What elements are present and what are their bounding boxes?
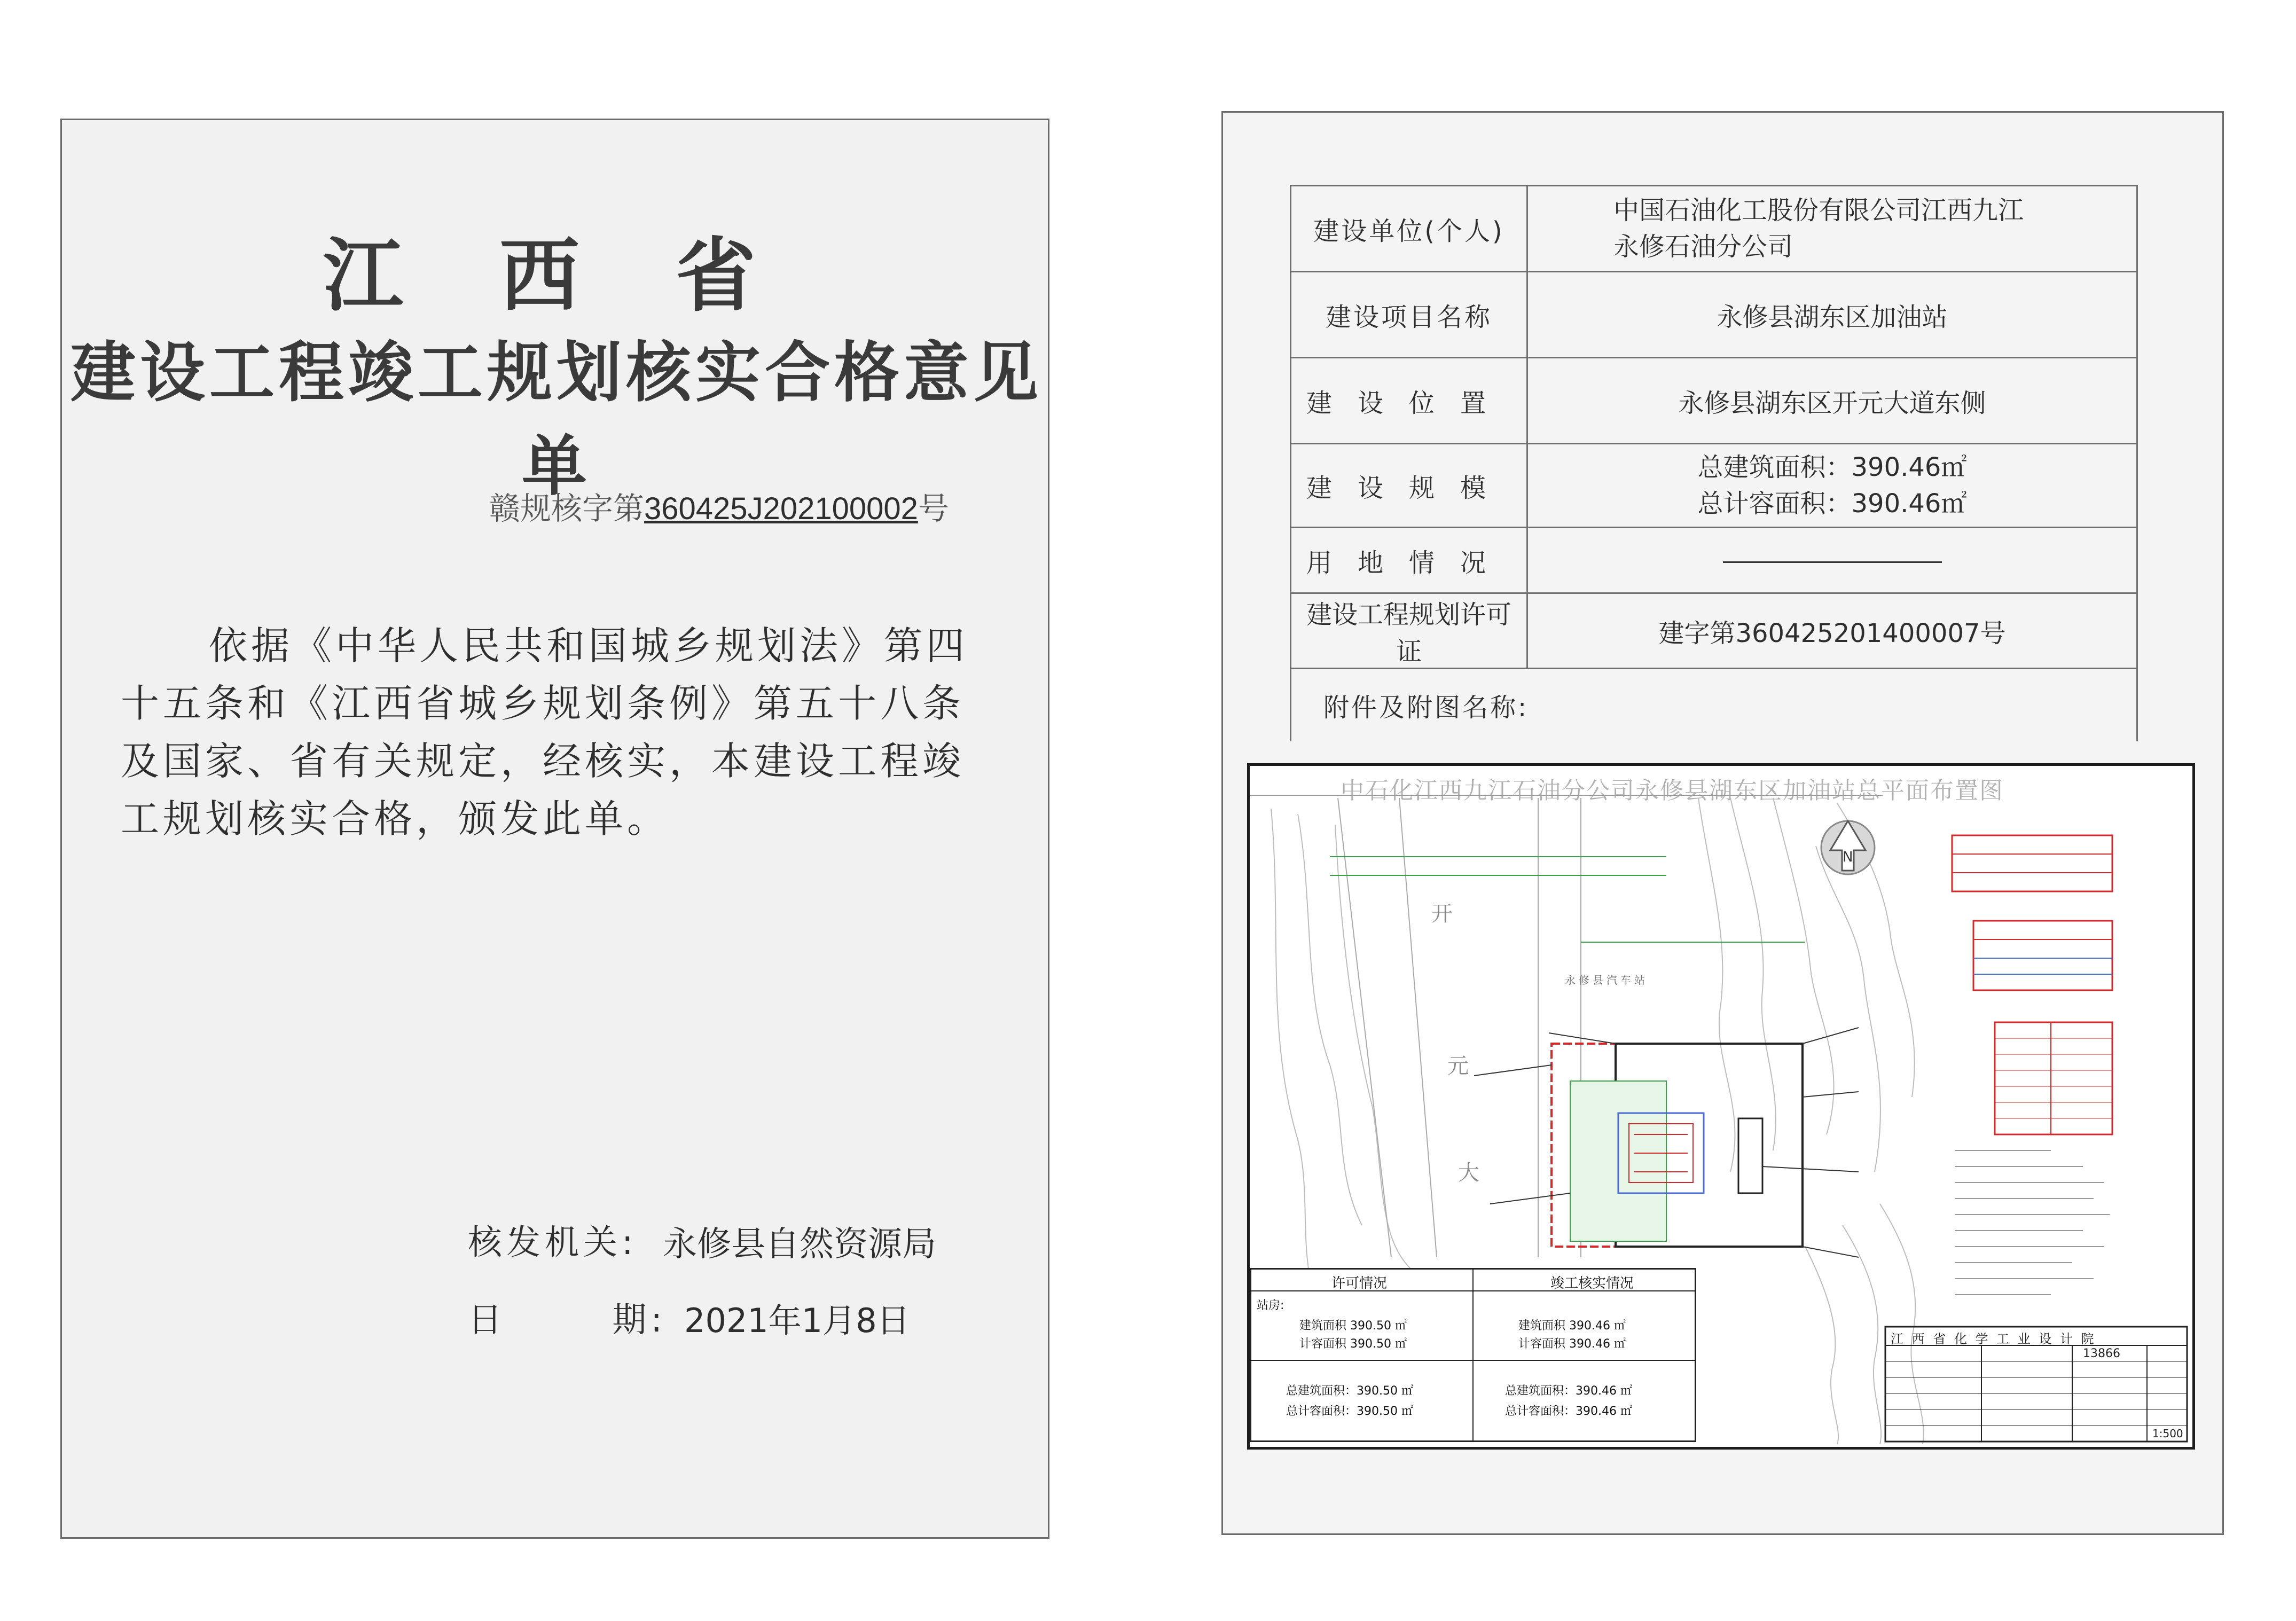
body-text: 依据《中华人民共和国城乡规划法》第四十五条和《江西省城乡规划条例》第五十八条及国家、省有关规定，经核实，本建设工程竣工规划核实合格，颁发此单。 [121, 623, 969, 841]
builder-line1: 中国石油化工股份有限公司江西九江 [1613, 195, 2024, 225]
table-row [1291, 593, 2137, 669]
site-plan-drawing [1247, 763, 2195, 1450]
row-value: 建字第360425201400007号 [1527, 593, 2137, 669]
plan-title: 中石化江西九江石油分公司永修县湖东区加油站总平面布置图 [1341, 777, 2004, 804]
site-label: 永修县汽车站 [1565, 974, 1648, 986]
empty-dash [1723, 561, 1942, 563]
doc-number-prefix: 赣规核字第 [489, 490, 645, 527]
actual-total-building: 总建筑面积：390.46 ㎡ [1505, 1384, 1632, 1398]
table-row [1291, 444, 2137, 528]
builder-line2: 永修石油分公司 [1613, 232, 1793, 262]
permit-comparison-table [1250, 1268, 1696, 1442]
notes-lines [1955, 1150, 2110, 1295]
province-title: 江 西 省 [323, 230, 790, 323]
permit-total-building: 总建筑面积：390.50 ㎡ [1286, 1384, 1413, 1398]
row-label: 建设项目名称 [1291, 272, 1527, 358]
row-label: 用地情况 [1291, 528, 1527, 593]
title-block-org: 江 西 省 化 学 工 业 设 计 院 [1891, 1332, 2096, 1346]
drawing-scale: 1:500 [2152, 1427, 2183, 1440]
row-label: 建设位置 [1291, 358, 1527, 444]
table-row [1291, 358, 2137, 444]
actual-col-header: 竣工核实情况 [1550, 1275, 1634, 1291]
issuer-label: 核发机关: [468, 1223, 638, 1263]
approval-certificate [60, 119, 1049, 1539]
row-value: 永修县湖东区开元大道东侧 [1527, 358, 2137, 444]
road-name-char: 大 [1458, 1161, 1479, 1185]
road-name-char: 开 [1431, 902, 1453, 926]
date-label: 日 期: [468, 1301, 667, 1340]
date-value: 2021年1月8日 [684, 1301, 910, 1340]
drawing-number: 13866 [2083, 1347, 2120, 1360]
document-number [489, 483, 949, 528]
road-name-char: 元 [1447, 1054, 1469, 1078]
station-label: 站房: [1257, 1299, 1284, 1312]
row-value [1527, 186, 2137, 272]
row-value: 永修县湖东区加油站 [1527, 272, 2137, 358]
issuer-value: 永修县自然资源局 [663, 1225, 936, 1264]
scale-line2: 总计容面积：390.46㎡ [1697, 489, 1967, 519]
doc-number-value: 360425J202100002 [644, 491, 918, 526]
row-value [1527, 444, 2137, 528]
table-row [1291, 669, 2137, 742]
row-label: 建设单位(个人) [1291, 186, 1527, 272]
scale-line1: 总建筑面积：390.46㎡ [1697, 452, 1967, 482]
table-row [1291, 272, 2137, 358]
attachments-cell [1291, 669, 2137, 742]
north-arrow-icon [1819, 813, 1877, 882]
north-label: N [1843, 849, 1853, 865]
table-row [1291, 528, 2137, 593]
permit-far-area: 计容面积 390.50 ㎡ [1299, 1337, 1407, 1351]
site-area [1551, 1044, 1803, 1247]
doc-number-suffix: 号 [918, 490, 949, 527]
row-value [1527, 528, 2137, 593]
legend-tables [1952, 835, 2112, 1134]
road-lines [1338, 798, 1581, 1257]
project-info-sheet [1221, 111, 2224, 1535]
permit-col-header: 许可情况 [1331, 1275, 1388, 1291]
project-info-table [1290, 185, 2138, 741]
document-title: 建设工程竣工规划核实合格意见单 [70, 335, 1043, 504]
actual-total-far: 总计容面积：390.46 ㎡ [1505, 1405, 1632, 1418]
table-row [1291, 186, 2137, 272]
actual-far-area: 计容面积 390.46 ㎡ [1518, 1337, 1626, 1351]
actual-building-area: 建筑面积 390.46 ㎡ [1518, 1319, 1626, 1333]
permit-total-far: 总计容面积：390.50 ㎡ [1286, 1405, 1413, 1418]
body-paragraph [121, 617, 997, 848]
permit-building-area: 建筑面积 390.50 ㎡ [1299, 1319, 1407, 1333]
attachments-label: 附件及附图名称: [1323, 693, 1529, 723]
green-boundary [1330, 857, 1805, 942]
row-label: 建设工程规划许可证 [1291, 593, 1527, 669]
row-label: 建设规模 [1291, 444, 1527, 528]
north-arrow [1819, 813, 1877, 884]
